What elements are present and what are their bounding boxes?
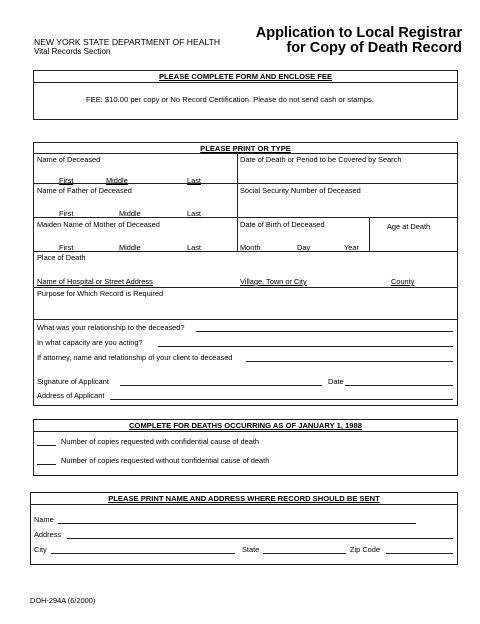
copies-without-cause-label: Number of copies requested without confidential cause of death [61,456,270,465]
fee-text: FEE: $10.00 per copy or No Record Certification. Please do not send cash or stamps. [86,95,374,104]
name-of-deceased-label: Name of Deceased [37,155,101,164]
ssn-label: Social Security Number of Deceased [240,186,361,195]
relationship-label: What was your relationship to the deceased? [37,323,185,332]
main-heading: PLEASE PRINT OR TYPE [200,144,291,153]
village-town-city-label: Village, Town or City [240,277,307,286]
month-label: Month [240,243,261,252]
relationship-field[interactable] [196,331,453,332]
agency-name: NEW YORK STATE DEPARTMENT OF HEALTH [34,37,221,47]
day-label: Day [297,243,311,252]
mail-zip-field[interactable] [386,553,453,554]
mail-section [30,492,458,565]
section-name: Vital Records Section [34,47,111,56]
main-section [33,142,458,406]
mail-address-label: Address [34,530,62,539]
age-at-death-label: Age at Death [387,222,431,231]
hospital-address-label: Name of Hospital or Street Address [37,277,153,286]
copies-without-cause-field[interactable] [37,464,56,465]
name-of-father-label: Name of Father of Deceased [37,186,132,195]
date-field[interactable] [345,385,453,386]
copies-with-cause-field[interactable] [37,445,56,446]
mother-middle-label: Middle [119,243,141,252]
mail-address-field[interactable] [67,538,453,539]
maiden-name-mother-label: Maiden Name of Mother of Deceased [37,220,160,229]
signature-label: Signature of Applicant [37,377,109,386]
capacity-field[interactable] [158,346,453,347]
fee-heading: PLEASE COMPLETE FORM AND ENCLOSE FEE [158,72,333,81]
purpose-label: Purpose for Which Record is Required [37,289,164,298]
date-of-death-label: Date of Death or Period to be Covered by Search [240,155,402,164]
deceased-last-label: Last [187,176,201,185]
address-of-applicant-field[interactable] [110,399,453,400]
title-line-1: Application to Local Registrar [255,25,462,41]
copies-section [33,419,458,476]
fee-section [33,70,458,120]
address-of-applicant-label: Address of Applicant [37,391,105,400]
mail-city-field[interactable] [51,553,235,554]
copies-with-cause-label: Number of copies requested with confidential cause of death [61,437,260,446]
deceased-middle-label: Middle [106,176,128,185]
mail-name-label: Name [34,515,54,524]
father-last-label: Last [187,209,201,218]
signature-field[interactable] [120,385,322,386]
mail-zip-label: Zip Code [350,545,380,554]
date-of-birth-label: Date of Birth of Deceased [240,220,325,229]
mail-state-label: State [242,545,260,554]
agency-block [34,38,220,56]
county-label: County [391,277,415,286]
date-label: Date [328,377,344,386]
mother-last-label: Last [187,243,201,252]
father-first-label: First [59,209,74,218]
mail-name-field[interactable] [58,523,416,524]
mail-city-label: City [34,545,47,554]
year-label: Year [344,243,359,252]
father-middle-label: Middle [119,209,141,218]
title-line-2: for Copy of Death Record [286,40,462,56]
capacity-label: In what capacity are you acting? [37,338,143,347]
form-id: DOH-294A (6/2000) [30,596,96,605]
attorney-label: If attorney, name and relationship of your client to deceased [37,353,233,362]
mail-heading: PLEASE PRINT NAME AND ADDRESS WHERE RECORD SHOULD BE SENT [108,494,380,503]
attorney-field[interactable] [246,361,453,362]
form-title [256,26,462,56]
mail-state-field[interactable] [263,553,346,554]
copies-heading: COMPLETE FOR DEATHS OCCURRING AS OF JANUARY 1, 1988 [129,421,362,430]
place-of-death-label: Place of Death [37,253,86,262]
deceased-first-label: First [59,176,74,185]
mother-first-label: First [59,243,74,252]
